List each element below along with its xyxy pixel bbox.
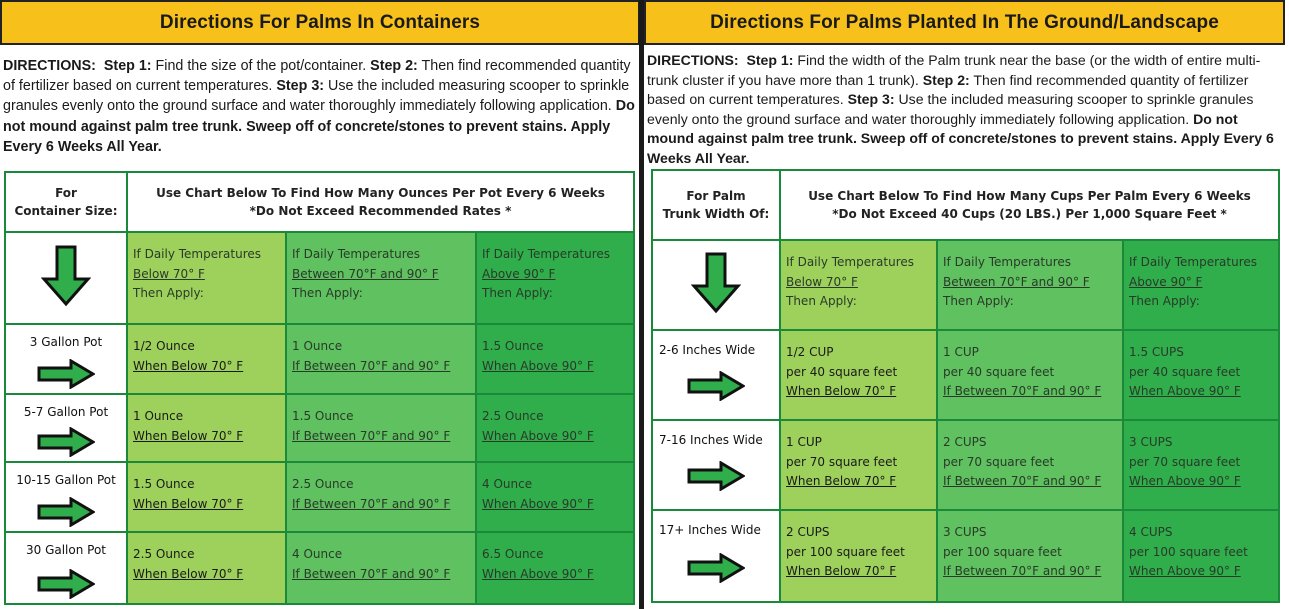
rate-amount: 1 Ounce: [292, 339, 343, 353]
temp-line2: Above 90° F: [1129, 274, 1203, 289]
rate-amount: 1 CUP: [786, 435, 822, 449]
temp-line1: If Daily Temperatures: [482, 247, 611, 261]
temp-line2: Between 70°F and 90° F: [943, 274, 1090, 289]
rate-area: per 100 square feet: [943, 544, 1062, 559]
step1-text: Find the size of the pot/container.: [155, 58, 367, 74]
table-row: [5, 462, 634, 532]
rate-cell: [937, 330, 1123, 420]
temp-line2: Above 90° F: [482, 266, 556, 281]
rate-amount: 6.5 Ounce: [482, 547, 544, 561]
rate-condition: When Below 70° F: [786, 474, 897, 488]
right-arrow-icon: [37, 359, 95, 389]
rate-cell: [476, 394, 634, 462]
temp-line2: Below 70° F: [786, 274, 858, 289]
temp-line1: If Daily Temperatures: [133, 247, 262, 261]
size-label: 3 Gallon Pot: [29, 335, 103, 349]
temp-line1: If Daily Temperatures: [1129, 255, 1258, 269]
rate-condition: If Between 70°F and 90° F: [292, 358, 451, 373]
rate-cell: [476, 462, 634, 532]
temp-line1: If Daily Temperatures: [786, 255, 915, 269]
size-label: 5-7 Gallon Pot: [23, 405, 109, 419]
rate-cell: [286, 324, 476, 394]
rate-amount: 4 Ounce: [292, 547, 343, 561]
table-corner-header: [652, 170, 780, 240]
temp-line3: Then Apply:: [1129, 294, 1200, 308]
rate-area: per 40 square feet: [786, 364, 898, 379]
rate-cell: [780, 420, 937, 510]
rate-cell: [780, 510, 937, 602]
rate-condition: If Between 70°F and 90° F: [292, 428, 451, 443]
corner-line1: For: [55, 186, 77, 200]
temp-line3: Then Apply:: [482, 286, 553, 300]
table-instruction-header: [127, 172, 634, 232]
temp-line3: Then Apply:: [133, 286, 204, 300]
rate-amount: 3 CUPS: [943, 525, 987, 539]
right-arrow-icon: [687, 461, 745, 491]
rate-amount: 2.5 Ounce: [482, 409, 544, 423]
step1-label: Step 1:: [746, 52, 794, 68]
temp-col-above-90: [476, 232, 634, 324]
rate-cell: [937, 420, 1123, 510]
rate-amount: 3 CUPS: [1129, 435, 1173, 449]
size-label: 10-15 Gallon Pot: [16, 473, 116, 487]
rate-cell: [127, 462, 286, 532]
size-cell: [5, 324, 127, 394]
rate-cell: [1123, 420, 1279, 510]
containers-title: Directions For Palms In Containers: [0, 0, 640, 45]
rate-condition: If Between 70°F and 90° F: [943, 474, 1102, 488]
rate-condition: When Above 90° F: [482, 428, 594, 443]
step1-text: Find the width of the Palm trunk near the base (or the width of entire multi-trunk cluster if you have more than 1 trunk).: [647, 52, 1261, 88]
table-instruction-header: [780, 170, 1279, 240]
rate-condition: If Between 70°F and 90° F: [943, 564, 1102, 578]
rate-cell: [476, 532, 634, 604]
temp-col-between: [937, 240, 1123, 330]
step2-label: Step 2:: [922, 71, 970, 88]
down-arrow-cell: [652, 240, 780, 330]
rate-area: per 100 square feet: [786, 544, 905, 559]
table-row: [652, 420, 1279, 510]
size-cell: [652, 510, 780, 602]
table-row: [5, 324, 634, 394]
step2-text: Then find recommended quantity of fertilizer based on current temperatures.: [647, 71, 1249, 108]
right-arrow-icon: [37, 569, 95, 599]
rate-area: per 40 square feet: [943, 364, 1055, 379]
table-corner-header: [5, 172, 127, 232]
right-arrow-icon: [687, 553, 745, 583]
rate-cell: [127, 394, 286, 462]
rate-condition: When Below 70° F: [786, 564, 897, 578]
step2-text: Then find recommended quantity of fertilizer based on current temperatures.: [3, 58, 631, 95]
rate-amount: 1/2 CUP: [786, 345, 834, 359]
rate-area: per 70 square feet: [943, 454, 1055, 469]
down-arrow-cell: [5, 232, 127, 324]
table-row: [5, 394, 634, 462]
rate-amount: 1 CUP: [943, 345, 979, 359]
size-cell: [652, 330, 780, 420]
directions-lead: DIRECTIONS:: [3, 58, 96, 74]
down-arrow-icon: [691, 252, 741, 314]
rate-cell: [476, 324, 634, 394]
rate-amount: 2 CUPS: [943, 435, 987, 449]
temp-line1: If Daily Temperatures: [292, 247, 421, 261]
size-cell: [5, 462, 127, 532]
temp-col-below-70: [780, 240, 937, 330]
rate-cell: [127, 324, 286, 394]
table-row: [5, 532, 634, 604]
directions-lead: DIRECTIONS:: [647, 52, 739, 68]
landscape-title: Directions For Palms Planted In The Ground/Landscape: [644, 0, 1285, 45]
rate-area: per 100 square feet: [1129, 544, 1248, 559]
rate-condition: When Below 70° F: [133, 428, 244, 443]
rate-condition: When Above 90° F: [482, 496, 594, 511]
rate-condition: If Between 70°F and 90° F: [943, 384, 1102, 398]
containers-rate-table: [4, 171, 635, 605]
size-cell: [5, 394, 127, 462]
rate-condition: When Above 90° F: [1129, 384, 1241, 398]
table-row: [652, 510, 1279, 602]
temp-line3: Then Apply:: [943, 294, 1014, 308]
rate-condition: If Between 70°F and 90° F: [292, 496, 451, 511]
landscape-rate-table: [651, 169, 1280, 603]
rate-amount: 2 CUPS: [786, 525, 830, 539]
rate-amount: 2.5 Ounce: [292, 477, 354, 491]
rate-amount: 4 CUPS: [1129, 525, 1173, 539]
rate-cell: [1123, 330, 1279, 420]
warning-text: Do not mound against palm tree trunk. Sweep off of concrete/stones to prevent stains. Apply Every 6 Weeks All Year.: [647, 110, 1274, 166]
rate-area: per 70 square feet: [786, 454, 898, 469]
temp-col-between: [286, 232, 476, 324]
step1-label: Step 1:: [103, 58, 152, 74]
header-line2: *Do Not Exceed Recommended Rates *: [249, 204, 512, 218]
step3-label: Step 3:: [276, 78, 325, 95]
rate-condition: When Above 90° F: [1129, 474, 1241, 488]
right-arrow-icon: [37, 427, 95, 457]
temp-line1: If Daily Temperatures: [943, 255, 1072, 269]
rate-condition: When Below 70° F: [133, 358, 244, 373]
step2-label: Step 2:: [370, 58, 418, 74]
rate-cell: [127, 532, 286, 604]
header-line1: Use Chart Below To Find How Many Cups Per Palm Every 6 Weeks: [808, 189, 1251, 203]
temp-line3: Then Apply:: [786, 294, 857, 308]
containers-directions: [3, 56, 635, 157]
rate-amount: 2.5 Ounce: [133, 547, 195, 561]
header-line1: Use Chart Below To Find How Many Ounces Per Pot Every 6 Weeks: [156, 186, 605, 200]
rate-condition: When Below 70° F: [133, 566, 244, 581]
containers-panel: [0, 0, 640, 609]
rate-cell: [286, 532, 476, 604]
corner-line2: Container Size:: [14, 204, 118, 218]
rate-area: per 70 square feet: [1129, 454, 1241, 469]
rate-condition: If Between 70°F and 90° F: [292, 566, 451, 581]
rate-amount: 1.5 Ounce: [482, 339, 544, 353]
rate-condition: When Below 70° F: [786, 384, 897, 398]
right-arrow-icon: [687, 371, 745, 401]
rate-cell: [286, 462, 476, 532]
rate-amount: 1/2 Ounce: [133, 339, 195, 353]
down-arrow-icon: [41, 245, 91, 307]
rate-cell: [780, 330, 937, 420]
step3-text: Use the included measuring scooper to sprinkle granules evenly onto the ground surface and water thoroughly immediately following application.: [647, 91, 1254, 127]
rate-condition: When Above 90° F: [1129, 564, 1241, 578]
size-label: 7-16 Inches Wide: [659, 433, 763, 447]
rate-amount: 1.5 Ounce: [133, 477, 195, 491]
temp-line2: Below 70° F: [133, 266, 205, 281]
rate-cell: [937, 510, 1123, 602]
corner-line1: For Palm: [686, 189, 746, 203]
temp-line2: Between 70°F and 90° F: [292, 266, 439, 281]
size-label: 2-6 Inches Wide: [659, 343, 756, 357]
header-line2: *Do Not Exceed 40 Cups (20 LBS.) Per 1,000 Square Feet *: [832, 207, 1227, 221]
right-arrow-icon: [37, 497, 95, 527]
corner-line2: Trunk Width Of:: [662, 207, 770, 221]
landscape-directions: [647, 51, 1283, 169]
rate-amount: 1.5 CUPS: [1129, 345, 1184, 359]
rate-cell: [1123, 510, 1279, 602]
rate-condition: When Below 70° F: [133, 496, 244, 511]
temp-col-above-90: [1123, 240, 1279, 330]
size-label: 30 Gallon Pot: [25, 543, 107, 557]
size-cell: [652, 420, 780, 510]
rate-amount: 1 Ounce: [133, 409, 184, 423]
warning-text: Do not mound against palm tree trunk. Sweep off of concrete/stones to prevent stains. Apply Every 6 Weeks All Year.: [3, 98, 635, 155]
step3-label: Step 3:: [847, 91, 895, 108]
rate-cell: [286, 394, 476, 462]
size-cell: [5, 532, 127, 604]
rate-amount: 4 Ounce: [482, 477, 533, 491]
size-label: 17+ Inches Wide: [659, 523, 761, 537]
step3-text: Use the included measuring scooper to sprinkle granules evenly onto the ground surface and water thoroughly immediately following application.: [3, 78, 630, 115]
rate-condition: When Above 90° F: [482, 566, 594, 581]
rate-condition: When Above 90° F: [482, 358, 594, 373]
temp-col-below-70: [127, 232, 286, 324]
landscape-panel: [644, 0, 1285, 609]
rate-area: per 40 square feet: [1129, 364, 1241, 379]
rate-amount: 1.5 Ounce: [292, 409, 354, 423]
temp-line3: Then Apply:: [292, 286, 363, 300]
table-row: [652, 330, 1279, 420]
